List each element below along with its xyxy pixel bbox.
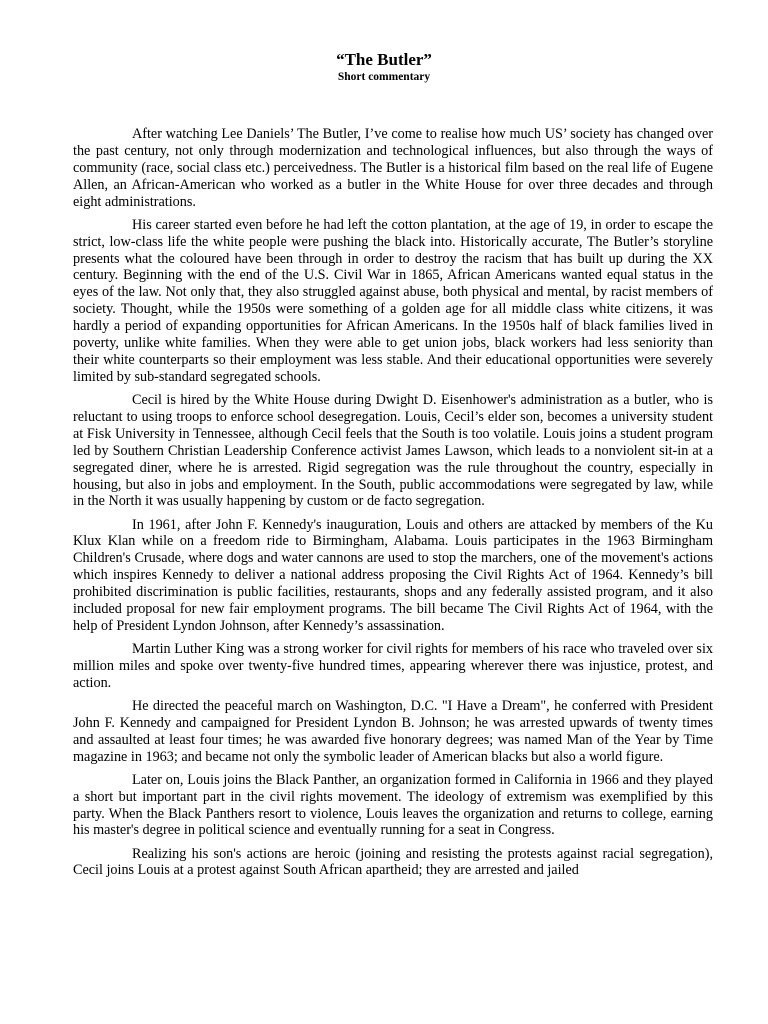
paragraph: Later on, Louis joins the Black Panther, an organization formed in California in 1966 and they played a short but important part in the civil rights movement. The ideology of extremism was exemplified by this party. When the Black Panthers resort to violence, Louis leaves the organization and returns to college, earning his master's degree in political science and eventually running for a seat in Congress. bbox=[73, 771, 713, 839]
paragraph: Martin Luther King was a strong worker for civil rights for members of his race who traveled over six million miles and spoke over twenty-five hundred times, appearing wherever there was injustice, protest, and action. bbox=[73, 641, 713, 691]
document-body bbox=[73, 126, 713, 886]
paragraph: After watching Lee Daniels’ The Butler, I’ve come to realise how much US’ society has changed over the past century, not only through modernization and technological influences, but also through the ways of community (race, social class etc.) perceivedness. The Butler is a historical film based on the real life of Eugene Allen, an African-American who worked as a butler in the White House for over three decades and through eight administrations. bbox=[73, 126, 713, 210]
paragraph: Cecil is hired by the White House during Dwight D. Eisenhower's administration as a butler, who is reluctant to using troops to enforce school desegregation. Louis, Cecil’s elder son, becomes a university student at Fisk University in Tennessee, although Cecil feels that the South is too volatile. Louis joins a student program led by Southern Christian Leadership Conference activist James Lawson, which leads to a nonviolent sit-in at a segregated diner, where he is arrested. Rigid segregation was the rule throughout the country, especially in housing, but also in jobs and employment. In the South, public accommodations were segregated by law, while in the North it was usually happening by custom or de facto segregation. bbox=[73, 391, 713, 510]
paragraph: His career started even before he had left the cotton plantation, at the age of 19, in order to escape the strict, low-class life the white people were pushing the black into. Historically accurate, The Butler’s storyline presents what the coloured have been through in order to destroy the racism that has built up during the XX century. Beginning with the end of the U.S. Civil War in 1865, African Americans wanted equal status in the eyes of the law. Not only that, they also struggled against abuse, both physical and mental, by racist members of society. Thought, while the 1950s were something of a golden age for all middle class white citizens, it was hardly a period of expanding opportunities for African Americans. In the 1950s half of black families lived in poverty, unlike white families. When they were able to get union jobs, black workers had less seniority than their white counterparts so their employment was less stable. And their educational opportunities were severely limited by sub-standard segregated schools. bbox=[73, 216, 713, 385]
paragraph: In 1961, after John F. Kennedy's inauguration, Louis and others are attacked by members of the Ku Klux Klan while on a freedom ride to Birmingham, Alabama. Louis participates in the 1963 Birmingham Children's Crusade, where dogs and water cannons are used to stop the marchers, one of the movement's actions which inspires Kennedy to deliver a national address proposing the Civil Rights Act of 1964. Kennedy’s bill prohibited discrimination is public facilities, restaurants, shops and any federally assisted program, and it also included proposal for new fair employment programs. The bill became The Civil Rights Act of 1964, with the help of President Lyndon Johnson, after Kennedy’s assassination. bbox=[73, 516, 713, 634]
document-title: “The Butler” bbox=[336, 50, 432, 69]
paragraph: Realizing his son's actions are heroic (joining and resisting the protests against racial segregation), Cecil joins Louis at a protest against South African apartheid; they are arrested and jailed bbox=[73, 845, 713, 879]
document-subtitle: Short commentary bbox=[337, 71, 431, 83]
paragraph: He directed the peaceful march on Washington, D.C. "I Have a Dream", he conferred with President John F. Kennedy and campaigned for President Lyndon B. Johnson; he was arrested upwards of twenty times and assaulted at least four times; he was awarded five honorary degrees; was named Man of the Year by Time magazine in 1963; and became not only the symbolic leader of American blacks but also a world figure. bbox=[73, 697, 713, 765]
